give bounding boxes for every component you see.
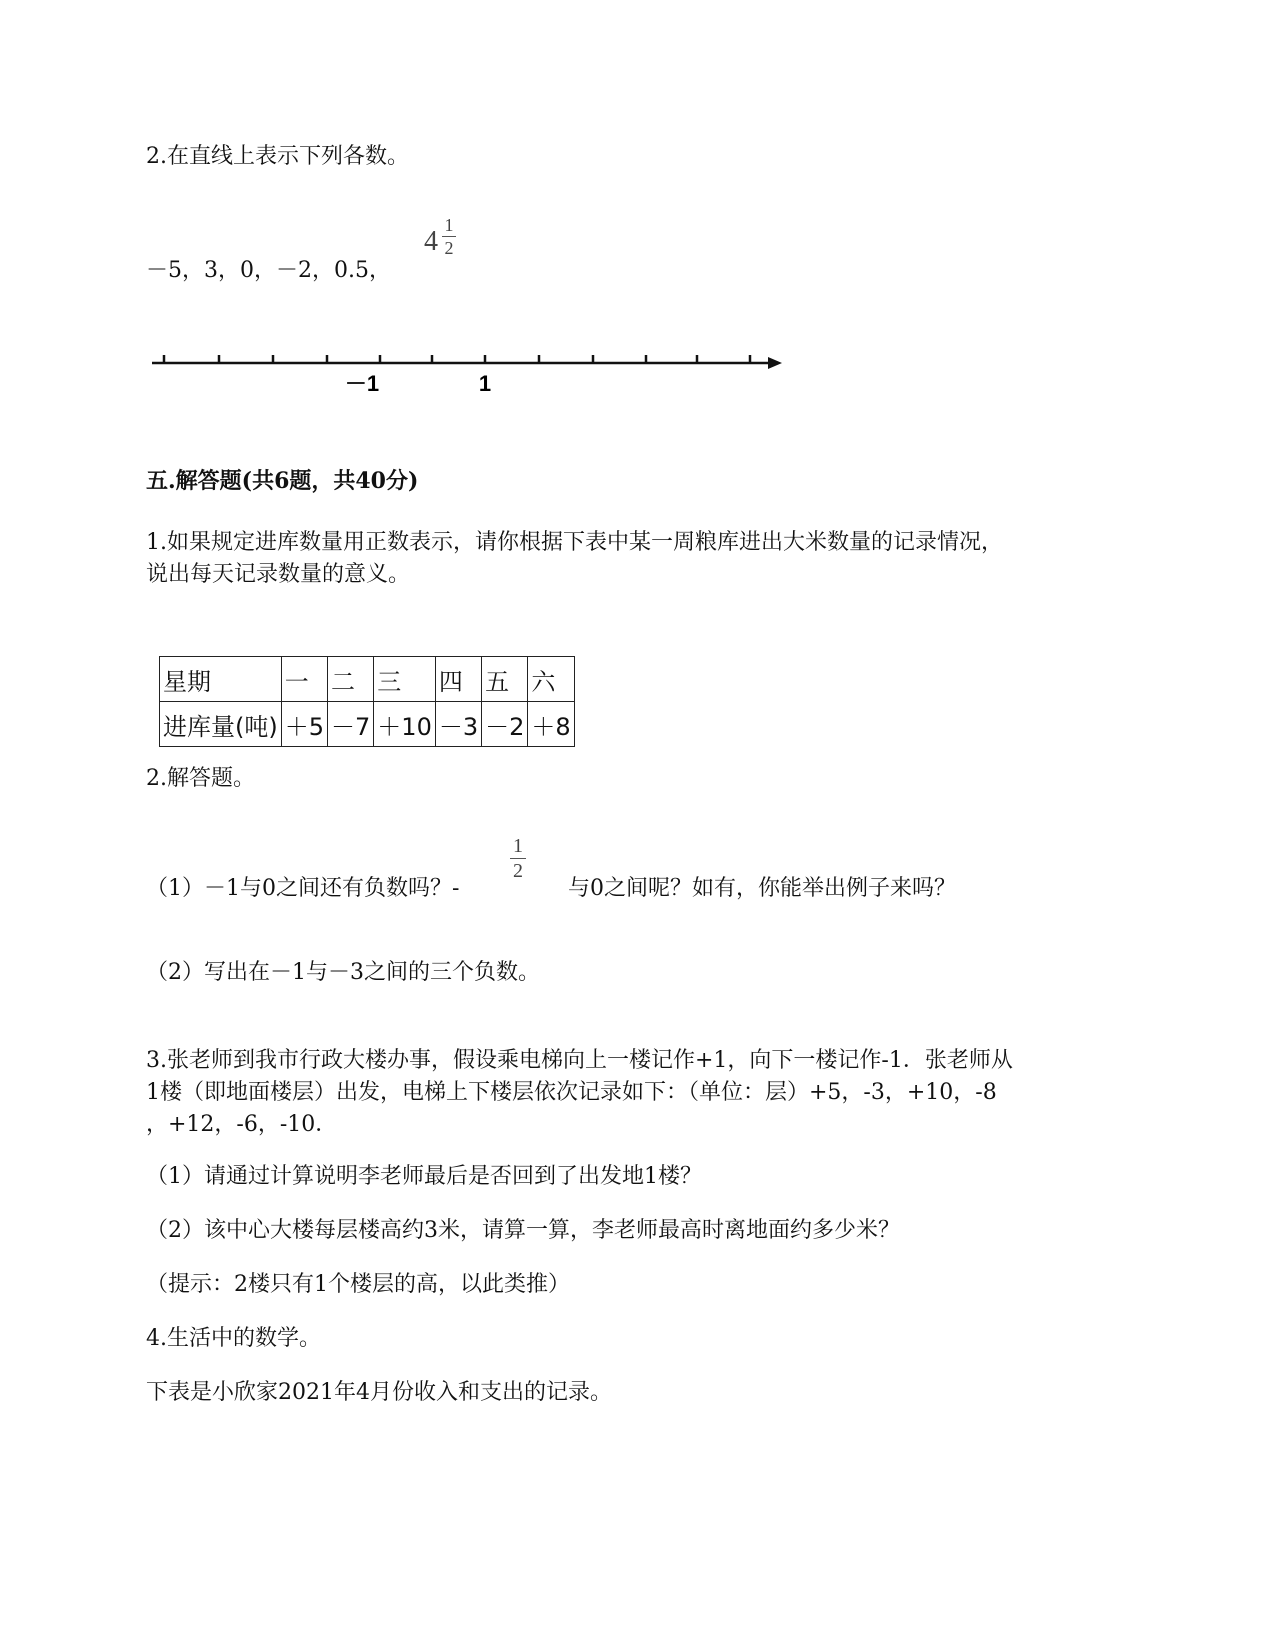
table-cell: ＋8 — [528, 702, 574, 747]
section-heading: 五.解答题(共6题，共40分) — [146, 468, 419, 494]
table-cell: 星期 — [160, 657, 282, 702]
table-cell: 一 — [281, 657, 327, 702]
problem-4-title: 4.生活中的数学。 — [146, 1326, 321, 1351]
problem-3-hint: （提示：2楼只有1个楼层的高，以此类推） — [146, 1272, 570, 1297]
number-line-label-minus-one: －1 — [344, 371, 380, 396]
fraction-denominator: 2 — [513, 860, 523, 882]
table-row — [160, 702, 575, 747]
table-cell: ＋5 — [281, 702, 327, 747]
table-cell: －3 — [435, 702, 481, 747]
table-header-row — [160, 657, 575, 702]
fraction-numerator: 1 — [444, 215, 454, 235]
problem-1-line-1: 1.如果规定进库数量用正数表示，请你根据下表中某一周粮库进出大米数量的记录情况， — [146, 530, 1003, 555]
fraction-whole: 4 — [424, 226, 438, 257]
problem-2-sub-1-before: （1）－1与0之间还有负数吗？- — [146, 876, 460, 901]
problem-3-sub-1: （1）请通过计算说明李老师最后是否回到了出发地1楼？ — [146, 1164, 702, 1189]
table-cell: ＋10 — [374, 702, 436, 747]
table-cell: 三 — [374, 657, 436, 702]
fraction-numerator: 1 — [513, 835, 523, 857]
problem-1-line-2: 说出每天记录数量的意义。 — [146, 562, 411, 587]
problem-4-line-1: 下表是小欣家2021年4月份收入和支出的记录。 — [146, 1380, 612, 1405]
numbers-list: －5，3，0，－2，0.5， — [146, 258, 391, 283]
problem-2-sub-1-after: 与0之间呢？如有，你能举出例子来吗？ — [568, 876, 956, 901]
fraction-bar — [510, 858, 526, 859]
table-cell: 五 — [482, 657, 528, 702]
table-cell: 六 — [528, 657, 574, 702]
problem-3-line-2: 1楼（即地面楼层）出发，电梯上下楼层依次记录如下：（单位：层）+5，-3，+10，-8 — [146, 1080, 997, 1105]
table-cell: －7 — [328, 702, 374, 747]
problem-3-sub-2: （2）该中心大楼每层楼高约3米，请算一算，李老师最高时离地面约多少米？ — [146, 1218, 900, 1243]
problem-3-line-1: 3.张老师到我市行政大楼办事，假设乘电梯向上一楼记作+1，向下一楼记作-1．张老师从 — [146, 1048, 1013, 1073]
problem-3-line-3: ，+12，-6，-10． — [146, 1112, 338, 1137]
table-cell: 二 — [328, 657, 374, 702]
warehouse-table — [159, 656, 575, 747]
fraction-denominator: 2 — [444, 238, 454, 258]
fraction-one-half — [510, 836, 526, 881]
table-cell: 四 — [435, 657, 481, 702]
number-line-arrow-icon — [768, 357, 782, 369]
table-cell: －2 — [482, 702, 528, 747]
fraction-bar — [442, 236, 456, 237]
question-2-title: 2.在直线上表示下列各数。 — [146, 144, 409, 169]
problem-2-sub-2: （2）写出在－1与－3之间的三个负数。 — [146, 960, 540, 985]
number-line-label-one: 1 — [478, 371, 492, 396]
number-line — [150, 355, 790, 405]
mixed-fraction — [424, 216, 464, 266]
problem-2-title: 2.解答题。 — [146, 766, 255, 791]
table-cell: 进库量(吨) — [160, 702, 282, 747]
